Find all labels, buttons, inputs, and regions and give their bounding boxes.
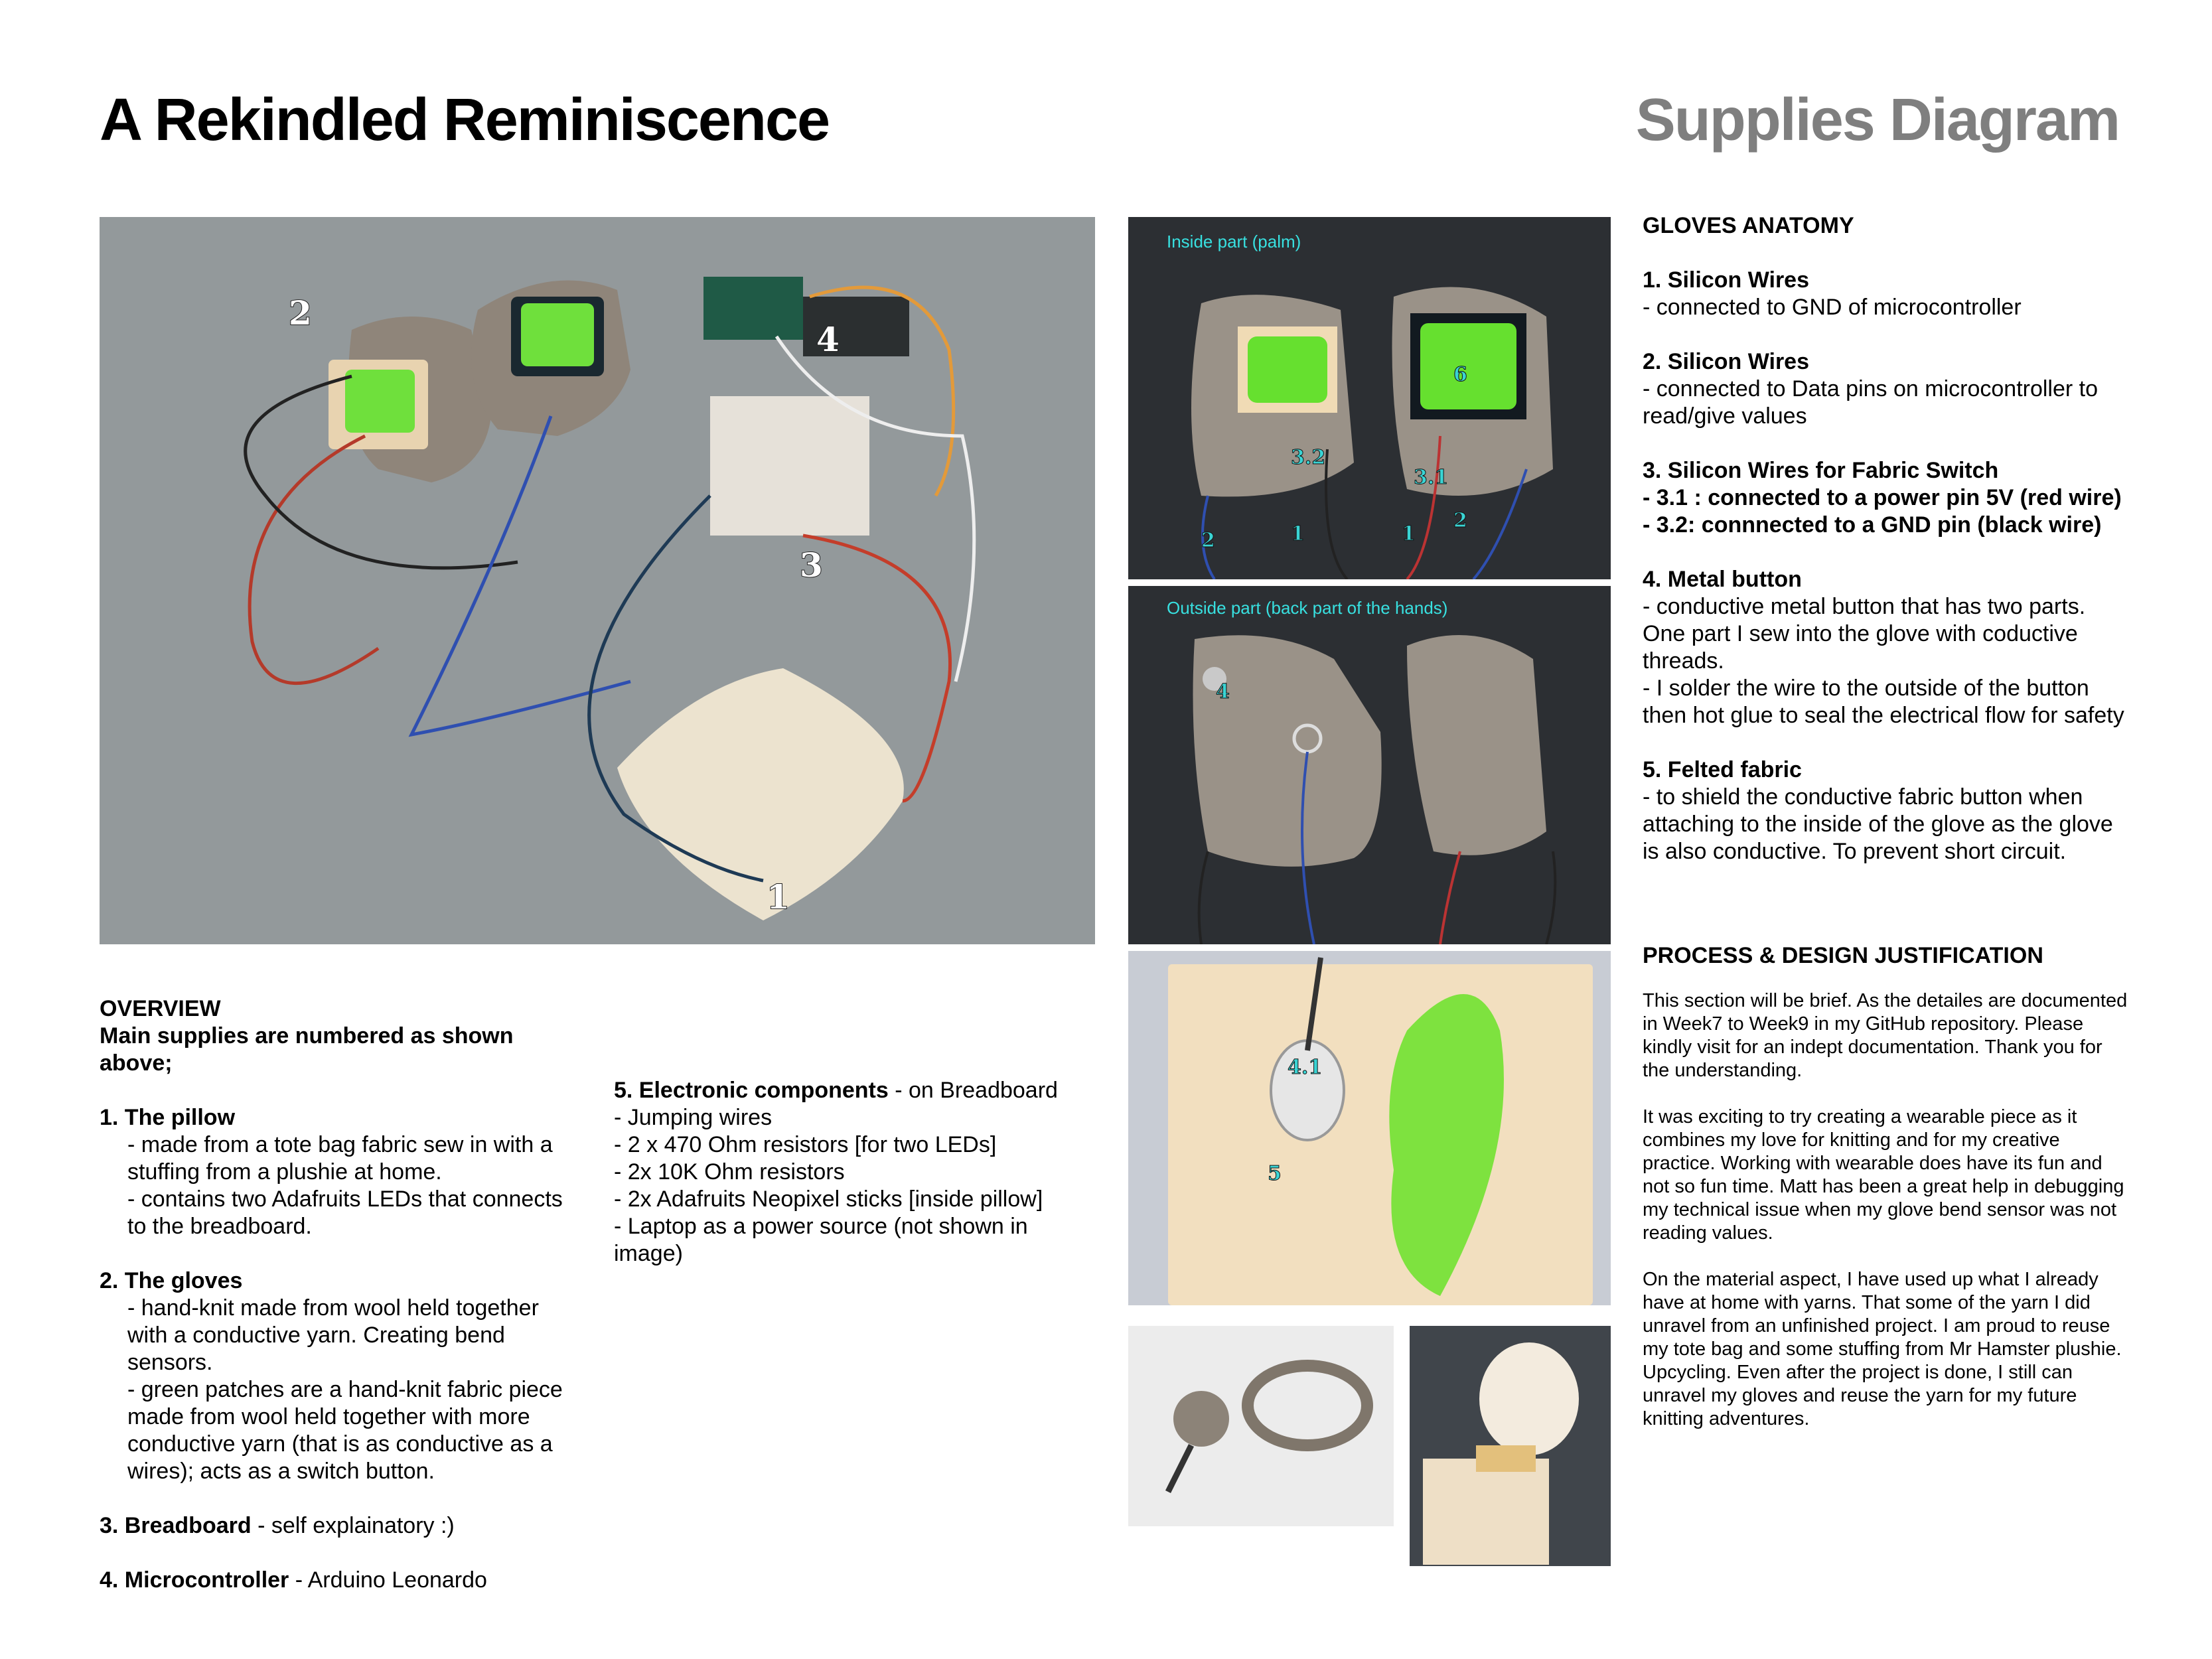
outside-label-4: 4: [1216, 680, 1230, 703]
supply-label-4: 4: [816, 320, 840, 359]
process-section: [1643, 942, 2134, 1431]
anatomy-2-title: 2. Silicon Wires: [1643, 349, 1809, 374]
component-line: - Laptop as a power source (not shown in image): [614, 1214, 1028, 1266]
components-item: [614, 1077, 1078, 1104]
inside-label-2-left: 2: [1201, 529, 1215, 552]
page-subtitle: Supplies Diagram: [1635, 87, 2119, 153]
yarn-photo: [1128, 1326, 1394, 1526]
anatomy-5-title: 5. Felted fabric: [1643, 757, 1802, 782]
supply-label-1: 1: [767, 877, 790, 916]
microcontroller-desc: - Arduino Leonardo: [289, 1567, 487, 1593]
breadboard-desc: - self explainatory :): [251, 1513, 455, 1538]
pillow-title: 1. The pillow: [100, 1105, 236, 1130]
supplies-photo: [100, 217, 1095, 944]
component-line: - 2x 10K Ohm resistors: [614, 1159, 845, 1185]
gloves-outside-photo: [1128, 586, 1611, 944]
component-line: - 2x Adafruits Neopixel sticks [inside pillow]: [614, 1187, 1043, 1212]
pillow-line: - made from a tote bag fabric sew in with a stuffing from a plushie at home.: [127, 1132, 553, 1185]
page-title: A Rekindled Reminiscence: [100, 87, 830, 153]
inside-label-1-left: 1: [1291, 522, 1305, 545]
anatomy-3-title: 3. Silicon Wires for Fabric Switch: [1643, 458, 1999, 483]
microcontroller-item: [100, 1567, 577, 1594]
anatomy-1-text: - connected to GND of microcontroller: [1643, 295, 2022, 320]
inside-label-3-1: 3.1: [1414, 466, 1449, 489]
anatomy-3-line: - 3.2: connnected to a GND pin (black wire): [1643, 512, 2102, 538]
process-paragraph: This section will be brief. As the detailes are documented in Week7 to Week9 in my GitHub repository. Please kindly visit for an indept documentation. Thank you for the understanding.: [1643, 990, 2128, 1081]
button-label-4-1: 4.1: [1288, 1056, 1323, 1079]
overview-heading: OVERVIEW: [100, 996, 221, 1021]
component-line: - Jumping wires: [614, 1105, 773, 1130]
inside-caption: Inside part (palm): [1167, 232, 1301, 252]
anatomy-4-text: - I solder the wire to the outside of the button then hot glue to seal the electrical flow for safety: [1643, 676, 2124, 728]
overview-section: [100, 995, 577, 1594]
anatomy-1-title: 1. Silicon Wires: [1643, 267, 1809, 293]
button-label-5: 5: [1268, 1162, 1282, 1185]
component-line: - 2 x 470 Ohm resistors [for two LEDs]: [614, 1132, 997, 1157]
anatomy-heading: GLOVES ANATOMY: [1643, 213, 1854, 238]
gloves-title: 2. The gloves: [100, 1268, 243, 1293]
gloves-inside-photo: [1128, 217, 1611, 579]
overview-intro: Main supplies are numbered as shown above;: [100, 1023, 514, 1076]
outside-caption: Outside part (back part of the hands): [1167, 598, 1448, 618]
components-title: 5. Electronic components: [614, 1078, 889, 1103]
supply-label-2: 2: [289, 293, 312, 332]
pillow-line: - contains two Adafruits LEDs that connects to the breadboard.: [127, 1187, 563, 1239]
inside-label-3-2: 3.2: [1291, 446, 1326, 469]
gloves-line: - green patches are a hand-knit fabric piece made from wool held together with more conductive yarn (that is as conductive as a wires); acts as a switch button.: [127, 1377, 563, 1484]
anatomy-3-line: - 3.1 : connected to a power pin 5V (red wire): [1643, 485, 2122, 510]
hamster-photo: [1410, 1326, 1611, 1566]
anatomy-5-text: - to shield the conductive fabric button when attaching to the inside of the glove as the glove is also conductive. To prevent short circuit.: [1643, 784, 2113, 864]
supply-label-3: 3: [800, 545, 823, 585]
button-closeup-photo: [1128, 951, 1611, 1305]
inside-label-2-right: 2: [1453, 509, 1467, 532]
microcontroller-title: 4. Microcontroller: [100, 1567, 289, 1593]
gloves-line: - hand-knit made from wool held together with a conductive yarn. Creating bend sensors.: [127, 1295, 539, 1375]
breadboard-title: 3. Breadboard: [100, 1513, 252, 1538]
process-heading: PROCESS & DESIGN JUSTIFICATION: [1643, 943, 2043, 968]
anatomy-4-title: 4. Metal button: [1643, 567, 1802, 592]
process-paragraph: It was exciting to try creating a wearable piece as it combines my love for knitting and for my creative practice. Working with wearable does have its fun and not so fun time. Matt has been a great help in debugging my technical issue when my glove bend sensor was not reading values.: [1643, 1106, 2124, 1244]
inside-label-6: 6: [1453, 363, 1467, 386]
anatomy-section: [1643, 212, 2134, 865]
process-paragraph: On the material aspect, I have used up what I already have at home with yarns. That some of the yarn I did unravel from an unfinished project. I am proud to reuse my tote bag and some stuffing from Mr Hamster plushie. Upcycling. Even after the project is done, I still can unravel my gloves and reuse the yarn for my future knitting adventures.: [1643, 1269, 2122, 1429]
anatomy-4-text: - conductive metal button that has two parts. One part I sew into the glove with coductive threads.: [1643, 594, 2086, 674]
components-section: [614, 1077, 1078, 1267]
inside-label-1-right: 1: [1402, 522, 1416, 545]
breadboard-item: [100, 1512, 577, 1540]
components-desc: - on Breadboard: [888, 1078, 1058, 1103]
anatomy-2-text: - connected to Data pins on microcontroller to read/give values: [1643, 376, 2099, 429]
